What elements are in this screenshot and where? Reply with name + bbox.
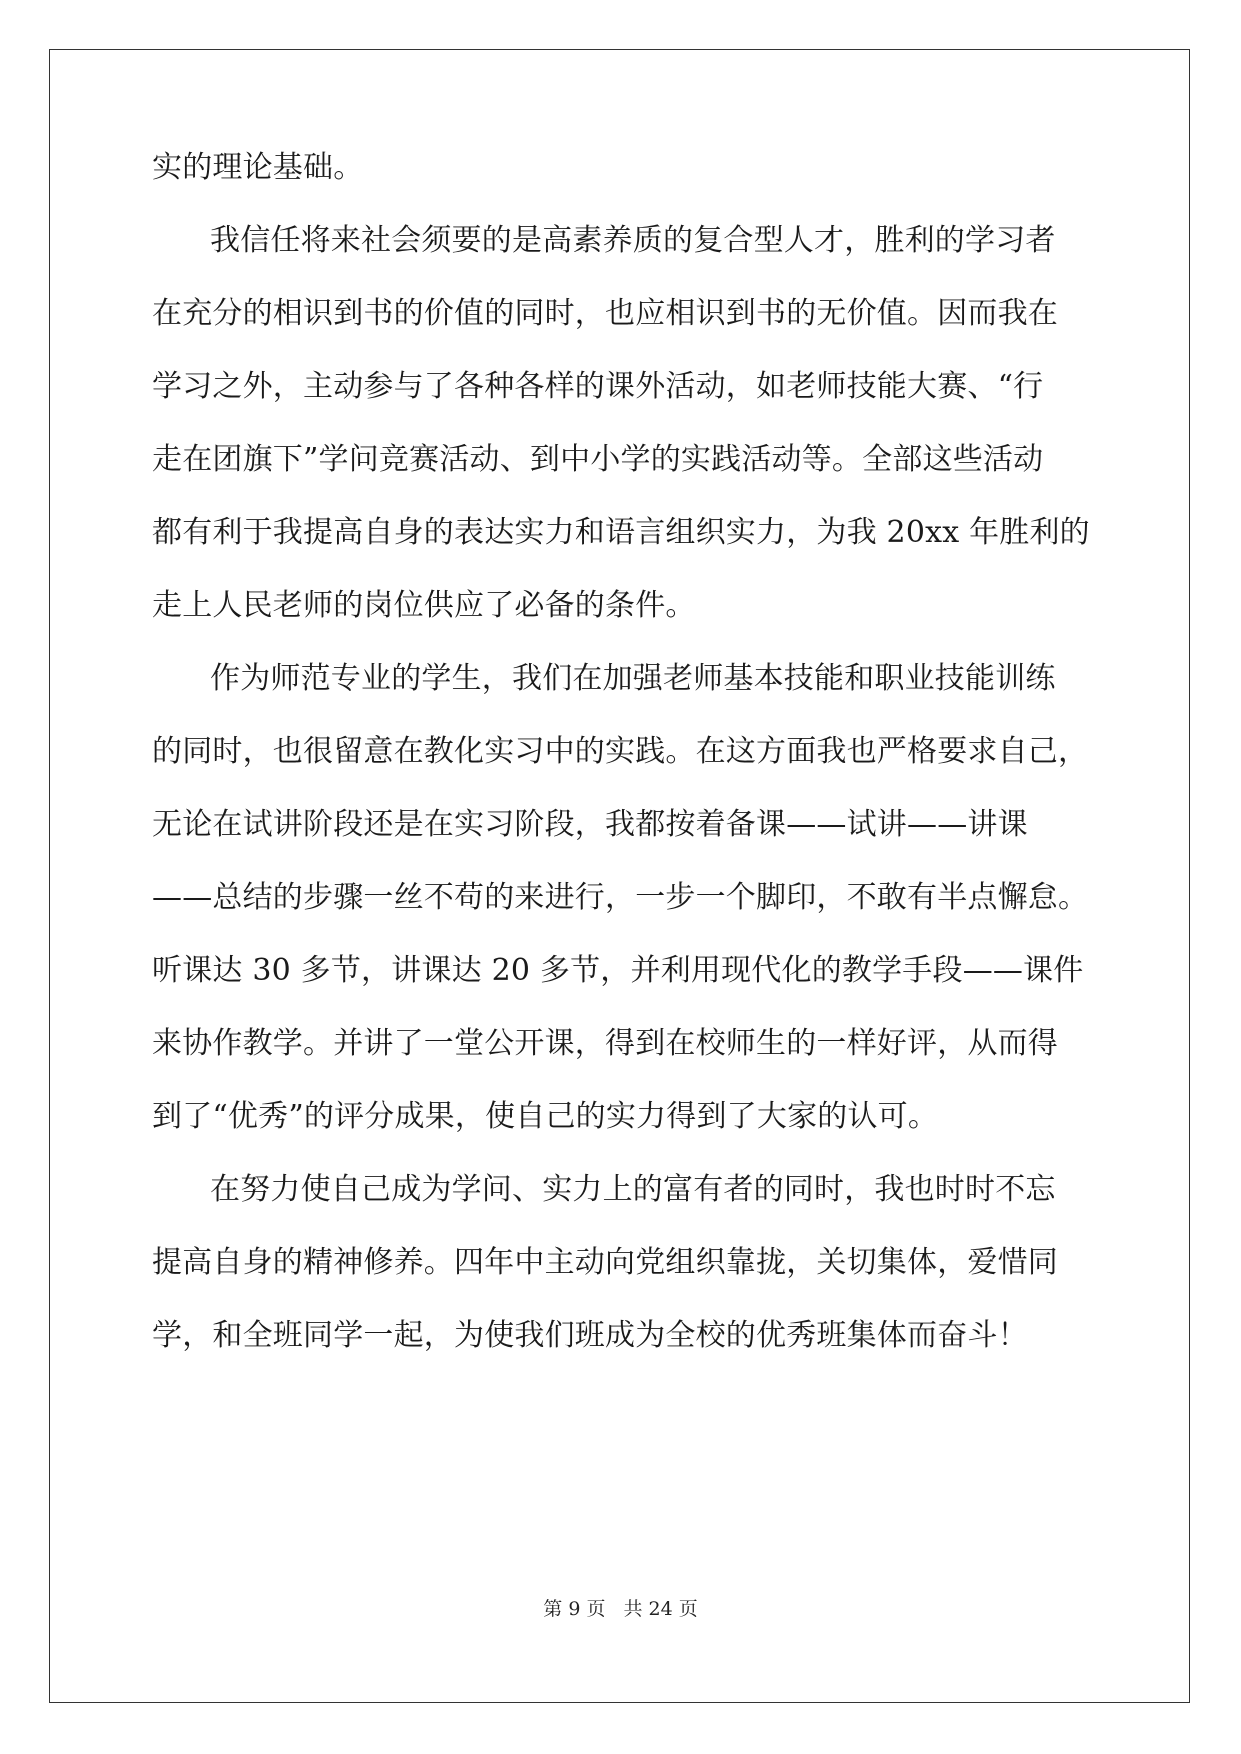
paragraph-line: 提高自身的精神修养。四年中主动向党组织靠拢，关切集体，爱惜同 bbox=[152, 1245, 1058, 1280]
paragraph-line: 走上人民老师的岗位供应了必备的条件。 bbox=[152, 588, 696, 623]
paragraph-first-line: 我信任将来社会须要的是高素养质的复合型人才，胜利的学习者 bbox=[210, 223, 1056, 258]
paragraph-line: 学，和全班同学一起，为使我们班成为全校的优秀班集体而奋斗！ bbox=[152, 1318, 1028, 1353]
page-footer bbox=[0, 1594, 1241, 1621]
paragraph-line: 的同时，也很留意在教化实习中的实践。在这方面我也严格要求自己， bbox=[152, 734, 1089, 769]
paragraph-line: 学习之外，主动参与了各种各样的课外活动，如老师技能大赛、“行 bbox=[152, 369, 1044, 404]
paragraph-line: 听课达 30 多节，讲课达 20 多节，并利用现代化的教学手段——课件 bbox=[152, 953, 1084, 988]
paragraph-first-line: 在努力使自己成为学问、实力上的富有者的同时，我也时时不忘 bbox=[210, 1172, 1056, 1207]
paragraph-line: 到了“优秀”的评分成果，使自己的实力得到了大家的认可。 bbox=[152, 1099, 939, 1134]
paragraph-line: 都有利于我提高自身的表达实力和语言组织实力，为我 20xx 年胜利的 bbox=[152, 515, 1090, 550]
paragraph-line: 在充分的相识到书的价值的同时，也应相识到书的无价值。因而我在 bbox=[152, 296, 1058, 331]
paragraph-line: 走在团旗下”学问竞赛活动、到中小学的实践活动等。全部这些活动 bbox=[152, 442, 1044, 477]
paragraph-first-line: 作为师范专业的学生，我们在加强老师基本技能和职业技能训练 bbox=[210, 661, 1056, 696]
page-total: 共 24 页 bbox=[623, 1598, 698, 1620]
paragraph-line: ——总结的步骤一丝不苟的来进行，一步一个脚印，不敢有半点懈怠。 bbox=[152, 880, 1089, 915]
paragraph-line: 来协作教学。并讲了一堂公开课，得到在校师生的一样好评，从而得 bbox=[152, 1026, 1058, 1061]
paragraph-line: 无论在试讲阶段还是在实习阶段，我都按着备课——试讲——讲课 bbox=[152, 807, 1028, 842]
paragraph-line: 实的理论基础。 bbox=[152, 150, 364, 185]
page-number: 第 9 页 bbox=[543, 1598, 606, 1620]
